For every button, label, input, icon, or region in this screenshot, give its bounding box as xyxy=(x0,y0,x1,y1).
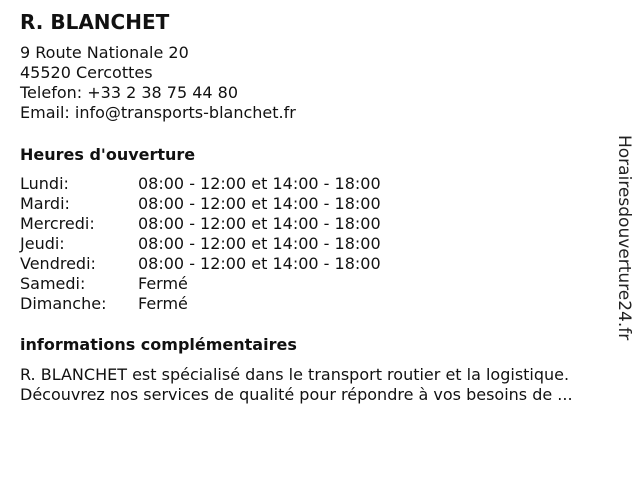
business-card xyxy=(20,0,615,480)
hours-value: 08:00 - 12:00 et 14:00 - 18:00 xyxy=(138,254,381,273)
opening-hours-heading: Heures d'ouverture xyxy=(20,145,196,164)
phone-number: Telefon: +33 2 38 75 44 80 xyxy=(20,83,239,102)
hours-value: 08:00 - 12:00 et 14:00 - 18:00 xyxy=(138,194,381,213)
hours-row-saturday xyxy=(20,274,381,294)
hours-value: 08:00 - 12:00 et 14:00 - 18:00 xyxy=(138,174,381,193)
additional-info-heading: informations complémentaires xyxy=(20,335,297,354)
hours-value: 08:00 - 12:00 et 14:00 - 18:00 xyxy=(138,234,381,253)
hours-row-thursday xyxy=(20,234,381,254)
opening-hours-table xyxy=(20,174,381,314)
business-name: R. BLANCHET xyxy=(20,10,170,34)
hours-row-tuesday xyxy=(20,194,381,214)
city-address: 45520 Cercottes xyxy=(20,63,153,82)
contact-details xyxy=(20,43,296,123)
description-line-2: Découvrez nos services de qualité pour répondre à vos besoins de ... xyxy=(20,385,573,404)
hours-row-wednesday xyxy=(20,214,381,234)
day-label: Mercredi: xyxy=(20,214,95,233)
site-watermark: Horairesdouverture24.fr xyxy=(614,135,634,341)
hours-row-sunday xyxy=(20,294,381,314)
hours-value: 08:00 - 12:00 et 14:00 - 18:00 xyxy=(138,214,381,233)
hours-row-friday xyxy=(20,254,381,274)
day-label: Jeudi: xyxy=(20,234,65,253)
day-label: Dimanche: xyxy=(20,294,107,313)
hours-value: Fermé xyxy=(138,274,188,293)
hours-row-monday xyxy=(20,174,381,194)
hours-value: Fermé xyxy=(138,294,188,313)
day-label: Samedi: xyxy=(20,274,86,293)
description-line-1: R. BLANCHET est spécialisé dans le transport routier et la logistique. xyxy=(20,365,570,384)
street-address: 9 Route Nationale 20 xyxy=(20,43,189,62)
day-label: Vendredi: xyxy=(20,254,96,273)
email-address: Email: info@transports-blanchet.fr xyxy=(20,103,296,122)
day-label: Lundi: xyxy=(20,174,69,193)
day-label: Mardi: xyxy=(20,194,70,213)
business-description xyxy=(20,365,620,405)
